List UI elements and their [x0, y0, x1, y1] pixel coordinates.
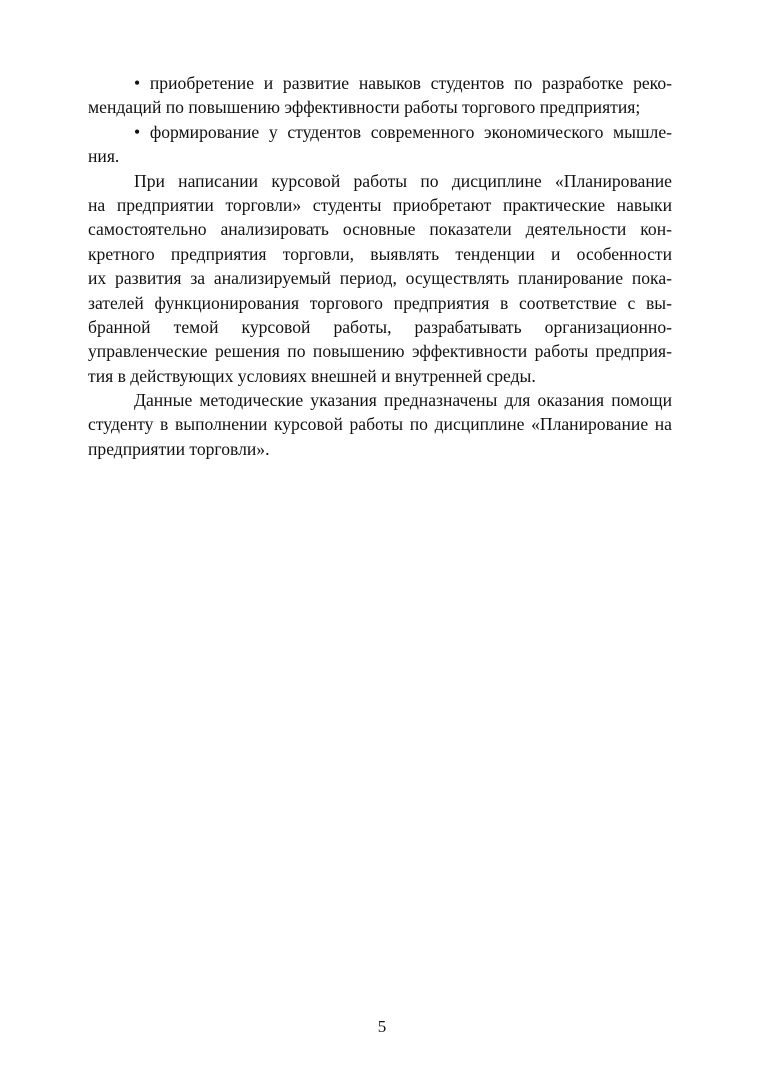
bullet-paragraph-thinking: [88, 120, 672, 169]
text-line: Данные методические указания предназначены для оказания помощи: [134, 390, 672, 411]
text-line: зателей функционирования торгового предприятия в соответствие с вы-: [88, 292, 672, 313]
page-number: 5: [377, 1017, 387, 1036]
text-line: самостоятельно анализировать основные показатели деятельности кон-: [88, 219, 672, 240]
text-line: на предприятии торговли» студенты приобретают практические навыки: [88, 194, 672, 215]
paragraph-guidelines-purpose: [88, 388, 672, 461]
paragraph-coursework-skills: [88, 169, 672, 389]
text-line: их развития за анализируемый период, осуществлять планирование пока-: [88, 268, 672, 289]
text-line: предприятии торговли».: [88, 438, 270, 459]
text-line: управленческие решения по повышению эффективности работы предприя-: [88, 341, 672, 362]
text-line: бранной темой курсовой работы, разрабатывать организационно-: [88, 316, 672, 337]
text-line: • формирование у студентов современного экономического мышле-: [134, 121, 672, 142]
text-line: При написании курсовой работы по дисциплине «Планирование: [134, 170, 672, 191]
text-line: кретного предприятия торговли, выявлять тенденции и особенности: [88, 243, 672, 264]
text-line: • приобретение и развитие навыков студентов по разработке реко-: [134, 73, 672, 93]
text-line: мендаций по повышению эффективности работы торгового предприятия;: [88, 97, 641, 118]
body-text: [88, 71, 672, 461]
text-line: студенту в выполнении курсовой работы по дисциплине «Планирование на: [88, 414, 672, 435]
bullet-paragraph-skills: [88, 71, 672, 120]
text-line: тия в действующих условиях внешней и внутренней среды.: [88, 365, 536, 386]
text-line: ния.: [88, 146, 120, 167]
